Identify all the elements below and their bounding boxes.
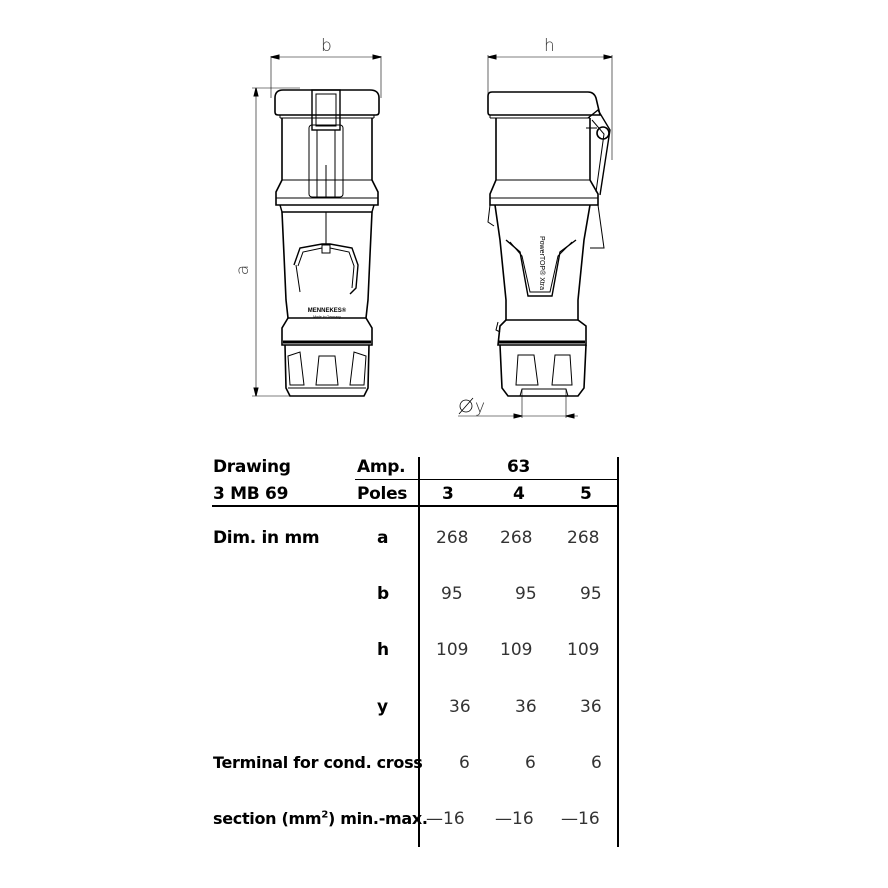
header-rule-amp (355, 479, 618, 480)
value-h-5: 109 (567, 640, 600, 660)
brand-marking: MENNEKES® (307, 308, 347, 314)
pole-4: 4 (513, 484, 525, 504)
terminal-label-prefix: section (mm (213, 809, 322, 828)
table-divider-right (617, 457, 619, 847)
connector-drawing-svg (0, 0, 888, 440)
amp-label: Amp. (357, 457, 406, 477)
pole-3: 3 (442, 484, 454, 504)
drawing-number: 3 MB 69 (213, 484, 289, 504)
drawing-label: Drawing (213, 457, 291, 477)
terminal-max-5: —16 (561, 809, 600, 829)
value-b-4: 95 (515, 584, 537, 604)
row-key-a: a (377, 528, 389, 548)
dimensions-table (0, 440, 888, 888)
technical-drawing (0, 0, 888, 440)
dim-in-mm-label: Dim. in mm (213, 528, 320, 548)
terminal-label-line1: Terminal for cond. cross (213, 753, 423, 772)
terminal-label-line2 (213, 809, 428, 828)
value-a-3: 268 (436, 528, 469, 548)
table-divider-left (418, 457, 420, 847)
pole-5: 5 (580, 484, 592, 504)
value-b-3: 95 (441, 584, 463, 604)
row-key-h: h (377, 640, 389, 660)
value-b-5: 95 (580, 584, 602, 604)
terminal-min-5: 6 (591, 753, 602, 773)
dim-label-b: b (321, 36, 332, 56)
svg-text:Made in Germany: Made in Germany (313, 315, 341, 319)
value-y-4: 36 (515, 697, 537, 717)
dim-label-y: y (475, 397, 486, 417)
row-key-y: y (377, 697, 388, 717)
poles-label: Poles (357, 484, 408, 504)
value-y-5: 36 (580, 697, 602, 717)
dim-label-a: a (233, 264, 254, 276)
header-rule-main (212, 505, 618, 507)
terminal-min-3: 6 (459, 753, 470, 773)
value-a-5: 268 (567, 528, 600, 548)
side-view (458, 55, 612, 418)
value-h-3: 109 (436, 640, 469, 660)
front-view (252, 55, 381, 396)
svg-text:PowerTOP® Xtra: PowerTOP® Xtra (538, 236, 545, 291)
amp-value: 63 (507, 457, 531, 477)
terminal-label-suffix: ) min.-max. (327, 809, 428, 828)
value-h-4: 109 (500, 640, 533, 660)
terminal-label-sup: 2 (321, 809, 328, 821)
terminal-max-3: —16 (426, 809, 465, 829)
row-key-b: b (377, 584, 389, 604)
dim-label-h: h (544, 36, 555, 56)
value-y-3: 36 (449, 697, 471, 717)
terminal-max-4: —16 (495, 809, 534, 829)
value-a-4: 268 (500, 528, 533, 548)
terminal-min-4: 6 (525, 753, 536, 773)
